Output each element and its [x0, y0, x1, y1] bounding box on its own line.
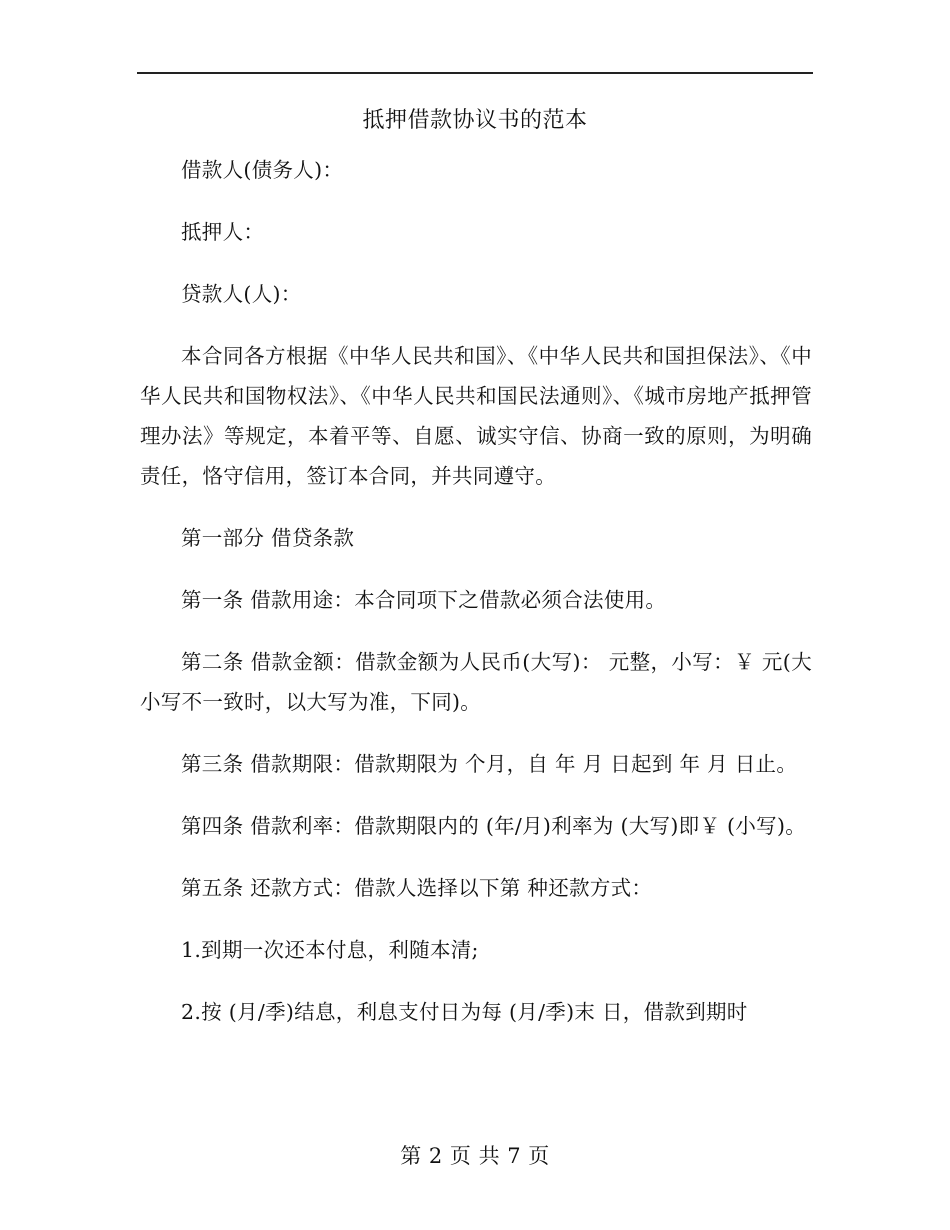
- article-3-loan-term: 第三条 借款期限：借款期限为 个月，自 年 月 日起到 年 月 日止。: [181, 752, 798, 776]
- document-body: [140, 150, 812, 1032]
- paragraph-mortgagor: 抵押人：: [181, 220, 265, 244]
- article-4-interest-rate: 第四条 借款利率：借款期限内的 (年/月)利率为 (大写)即￥ (小写)。: [181, 814, 807, 838]
- repayment-option-1: 1.到期一次还本付息，利随本清;: [181, 938, 479, 962]
- paragraph-preamble: 本合同各方根据《中华人民共和国》、《中华人民共和国担保法》、《中华人民共和国物权法》、《中华人民共和国民法通则》、《城市房地产抵押管理办法》等规定，本着平等、自愿、诚实守信、协商一致的原则，为明确责任，恪守信用，签订本合同，并共同遵守。: [140, 344, 812, 488]
- paragraph-lender: 贷款人(人)：: [181, 282, 302, 306]
- section-heading-part-one: 第一部分 借贷条款: [181, 526, 355, 550]
- article-2-loan-amount: 第二条 借款金额：借款金额为人民币(大写)： 元整，小写：￥ 元(大小写不一致时，以大写为准，下同)。: [140, 650, 812, 714]
- repayment-option-2: 2.按 (月/季)结息，利息支付日为每 (月/季)末 日，借款到期时: [181, 1000, 748, 1024]
- page-number: 第 2 页 共 7 页: [400, 1144, 550, 1168]
- paragraph-borrower: 借款人(债务人)：: [181, 158, 344, 182]
- document-title: 抵押借款协议书的范本: [362, 108, 588, 133]
- article-5-repayment-method: 第五条 还款方式：借款人选择以下第 种还款方式：: [181, 876, 653, 900]
- article-1-loan-purpose: 第一条 借款用途：本合同项下之借款必须合法使用。: [181, 588, 667, 612]
- header-rule: [137, 72, 813, 74]
